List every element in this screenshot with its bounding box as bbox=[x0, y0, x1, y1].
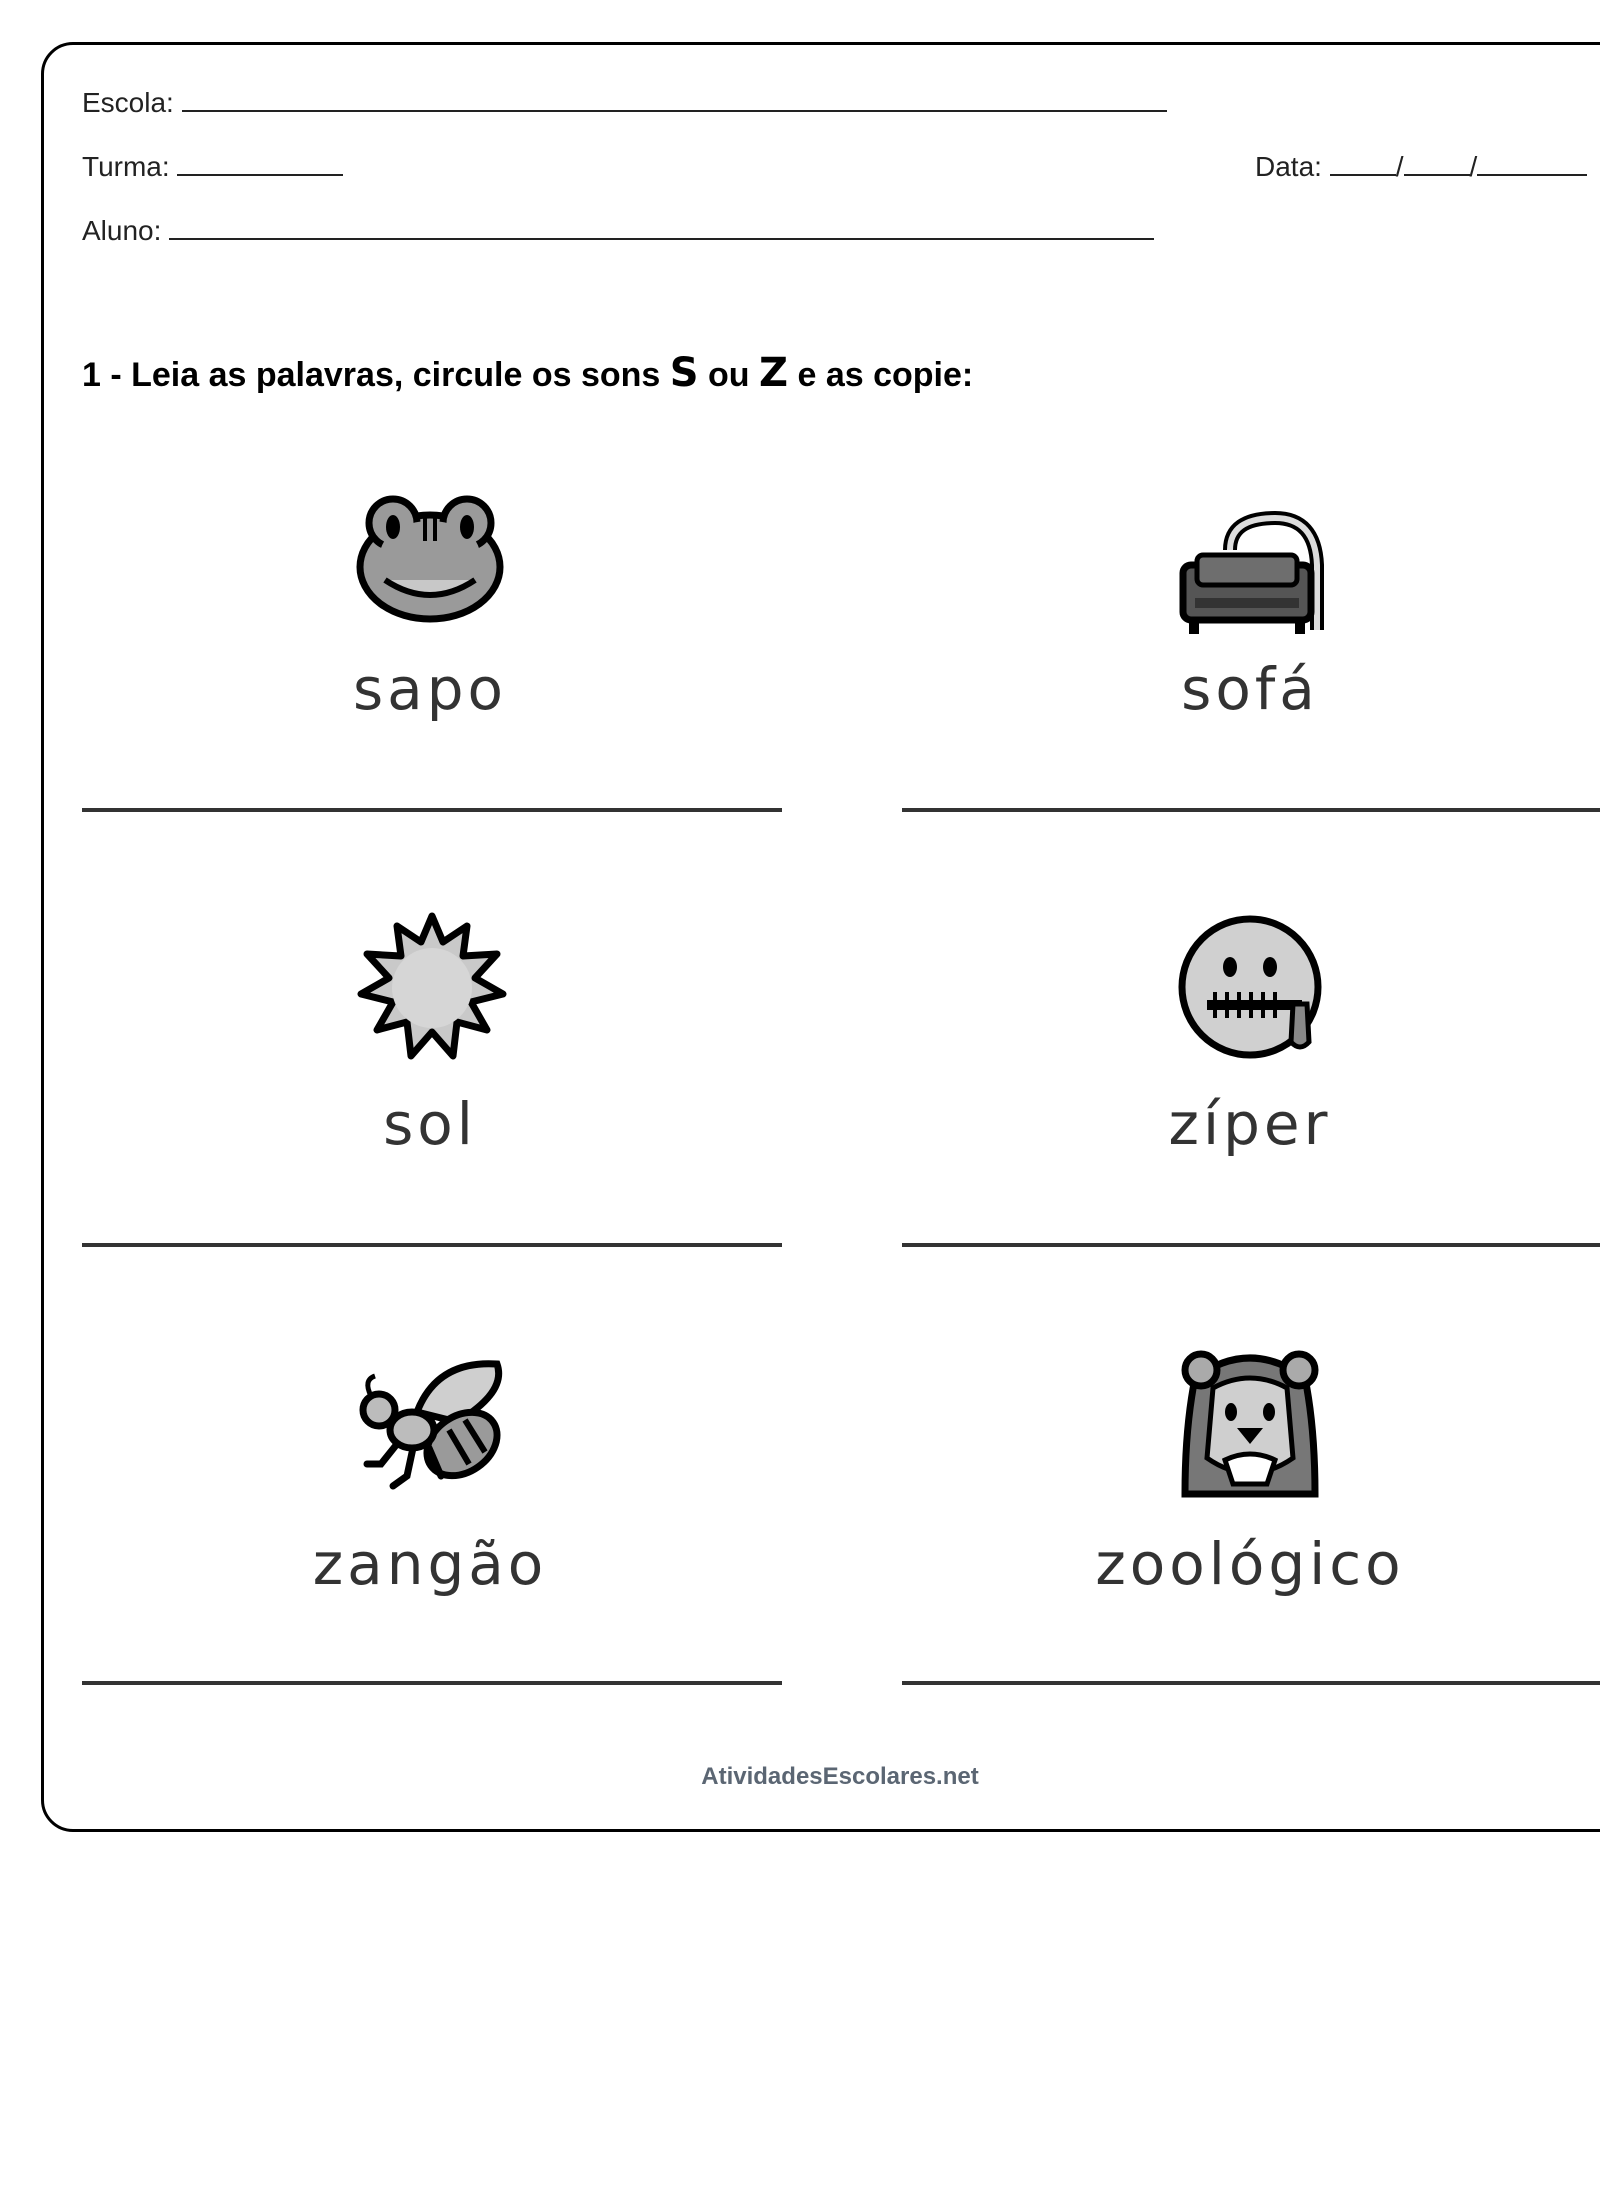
letter-z: Z bbox=[759, 350, 789, 396]
escola-label: Escola: bbox=[82, 87, 174, 118]
letter-s: S bbox=[669, 350, 699, 396]
sun-icon bbox=[357, 912, 507, 1062]
bee-icon bbox=[357, 1352, 507, 1502]
data-month-blank[interactable] bbox=[1404, 146, 1470, 176]
aluno-blank[interactable] bbox=[169, 210, 1154, 240]
lion-icon bbox=[1175, 1348, 1325, 1498]
aluno-label: Aluno: bbox=[82, 215, 162, 246]
question-text: 1 - Leia as palavras, circule os sons bbox=[82, 356, 670, 394]
aluno-field bbox=[82, 210, 1154, 247]
word-label: zoológico bbox=[1095, 1530, 1405, 1598]
footer-site-name: AtividadesEscolares.net bbox=[701, 1763, 979, 1790]
word-label: zíper bbox=[1168, 1090, 1332, 1158]
turma-label: Turma: bbox=[82, 151, 170, 182]
data-day-blank[interactable] bbox=[1330, 146, 1396, 176]
question-text: ou bbox=[698, 356, 759, 394]
word-label: zangão bbox=[312, 1530, 548, 1598]
data-field bbox=[1255, 146, 1587, 183]
answer-line[interactable] bbox=[902, 1681, 1600, 1685]
zipper-mouth-face-icon bbox=[1175, 912, 1325, 1062]
data-slash: / bbox=[1395, 151, 1404, 182]
question-title bbox=[82, 350, 973, 396]
word-label: sofá bbox=[1181, 655, 1319, 723]
data-slash: / bbox=[1469, 151, 1478, 182]
answer-line[interactable] bbox=[82, 1681, 782, 1685]
data-year-blank[interactable] bbox=[1477, 146, 1587, 176]
answer-line[interactable] bbox=[902, 1243, 1600, 1247]
data-label: Data: bbox=[1255, 151, 1322, 182]
question-text: e as copie: bbox=[788, 356, 974, 394]
answer-line[interactable] bbox=[82, 808, 782, 812]
frog-icon bbox=[355, 485, 505, 635]
answer-line[interactable] bbox=[82, 1243, 782, 1247]
couch-icon bbox=[1175, 500, 1325, 650]
answer-line[interactable] bbox=[902, 808, 1600, 812]
turma-field bbox=[82, 146, 343, 183]
escola-blank[interactable] bbox=[182, 82, 1167, 112]
turma-blank[interactable] bbox=[177, 146, 343, 176]
word-label: sapo bbox=[352, 655, 508, 723]
escola-field bbox=[82, 82, 1167, 119]
word-label: sol bbox=[383, 1090, 477, 1158]
